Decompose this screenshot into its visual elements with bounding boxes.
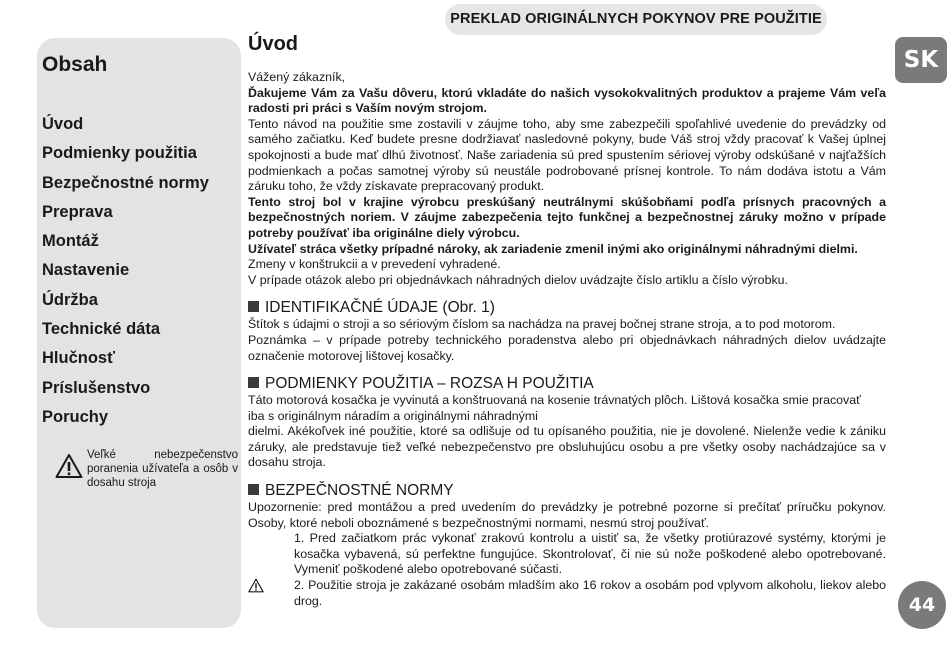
toc-item-preprava[interactable]: Preprava bbox=[42, 202, 113, 221]
intro-body-3: V prípade otázok alebo pri objednávkach náhradných dielov uvádzajte číslo artiklu a číslo výrobku. bbox=[248, 272, 788, 287]
toc-list bbox=[42, 113, 209, 435]
toc-item-hlucnost[interactable]: Hlučnosť bbox=[42, 349, 115, 368]
toc-item-podmienky-pouzitia[interactable]: Podmienky použitia bbox=[42, 144, 197, 163]
intro-bold-2: Užívateľ stráca všetky prípadné nároky, ak zariadenie zmenil inými ako originálnymi náhradnými dielmi. bbox=[248, 241, 858, 256]
intro-title: Úvod bbox=[248, 33, 298, 55]
toc-item-uvod[interactable]: Úvod bbox=[42, 115, 84, 133]
warning-legend-text: Veľké nebezpečenstvo poranenia užívateľa a osôb v dosahu stroja bbox=[87, 449, 238, 489]
page-number-badge: 44 bbox=[898, 581, 946, 629]
toc-item-technicke-data[interactable]: Technické dáta bbox=[42, 320, 160, 339]
section-bullet-icon bbox=[248, 377, 259, 388]
toc-item-udrzba[interactable]: Údržba bbox=[42, 290, 98, 309]
toc-item-prislusenstvo[interactable]: Príslušenstvo bbox=[42, 378, 151, 397]
toc-item-bezpecnostne-normy[interactable]: Bezpečnostné normy bbox=[42, 173, 209, 192]
intro-thanks: Ďakujeme Vám za Vašu dôveru, ktorú vkladáte do našich vysokokvalitných produktov a prajeme Vám veľa radosti pri práci s Vaším novým strojom. bbox=[248, 85, 886, 116]
identification-body-2: Poznámka – v prípade potreby technického poradenstva alebo pri objednávkach náhradných dielov uvádzajte označenie motorovej lištovej kosačky. bbox=[248, 332, 886, 363]
intro-greeting: Vážený zákazník, bbox=[248, 70, 346, 84]
language-badge: SK bbox=[895, 37, 947, 83]
intro-bold-1: Tento stroj bol v krajine výrobcu preskúšaný neutrálnymi skúšobňami podľa prísnych pracovných a bezpečnostných noriem. V záujme zabezpečenia tejto funkčnej a bezpečnostnej záruky možno v prípade potreby používať iba originálne diely výrobcu. bbox=[248, 194, 886, 240]
document-header: PREKLAD ORIGINÁLNYCH POKYNOV PRE POUŽITIE bbox=[445, 4, 827, 35]
conditions-heading: PODMIENKY POUŽITIA – ROZSA H POUŽITIA bbox=[248, 374, 886, 393]
warning-triangle-icon bbox=[248, 578, 264, 593]
toc-item-montaz[interactable]: Montáž bbox=[42, 232, 99, 251]
main-content bbox=[248, 32, 886, 609]
section-bullet-icon bbox=[248, 301, 259, 312]
conditions-line-1: Táto motorová kosačka je vyvinutá a konštruovaná na kosenie trávnatých plôch. Lištová kosačka smie pracovať bbox=[248, 393, 861, 408]
section-bullet-icon bbox=[248, 484, 259, 495]
toc-item-poruchy[interactable]: Poruchy bbox=[42, 407, 109, 426]
toc-item-nastavenie[interactable]: Nastavenie bbox=[42, 261, 130, 280]
table-of-contents-panel bbox=[37, 38, 241, 628]
conditions-line-2: iba s originálnym náradím a originálnymi náhradnými bbox=[248, 408, 538, 423]
intro-body-1: Tento návod na použitie sme zostavili v záujme toho, aby sme zabezpečili spoľahlivé uvedenie do prevádzky od samého začiatku. Keď budete presne dodržiavať nasledovné pokyny, bude Váš stroj vždy pracovať k Vašej úplnej spokojnosti a bude mať dlhú životnosť. Naše zariadenia sú pred spustením sériovej výroby odskúšané v najťažších podmienkach a počas samotnej výroby sú neustále podrobované prísnej kontrole. To nám dodáva istotu a Vám záruku toho, že vždy získavate prepracovaný produkt. bbox=[248, 116, 886, 194]
warning-triangle-icon bbox=[55, 453, 83, 479]
safety-item-1: 1. Pred začiatkom prác vykonať zrakovú kontrolu a uistiť sa, že všetky protiúrazové systémy, ktorými je kosačka vybavená, sú perfektne fungujúce. Skontrolovať, či nie sú nože poškodené alebo opotrebované. Vymeniť poškodené alebo opotrebované súčasti. bbox=[294, 531, 886, 577]
safety-body: Upozornenie: pred montážou a pred uvedením do prevádzky je potrebné pozorne si prečítať príručku pokynov. Osoby, ktoré neboli oboznámené s bezpečnostnými normami, nesmú stroj používať. bbox=[248, 500, 886, 530]
intro-body-2: Zmeny v konštrukcii a v prevedení vyhradené. bbox=[248, 257, 501, 272]
conditions-body: dielmi. Akékoľvek iné použitie, ktoré sa odlišuje od tu opísaného použitia, nie je dovolené. Nielenže vedie k zániku záruky, ale predstavuje tiež veľké nebezpečenstvo pre obsluhujúcu osobu a pre všetky osoby nachádzajúce sa v dosahu stroja. bbox=[248, 424, 886, 470]
safety-item-2: 2. Použitie stroja je zakázané osobám mladším ako 16 rokov a osobám pod vplyvom alkoholu, liekov alebo drog. bbox=[248, 578, 886, 609]
identification-body-1: Štítok s údajmi o stroji a so sériovým číslom sa nachádza na pravej bočnej strane stroja, a to pod motorom. bbox=[248, 317, 836, 332]
safety-heading: BEZPEČNOSTNÉ NORMY bbox=[248, 481, 886, 500]
toc-title: Obsah bbox=[42, 53, 108, 76]
identification-heading: IDENTIFIKAČNÉ ÚDAJE (Obr. 1) bbox=[248, 298, 886, 317]
